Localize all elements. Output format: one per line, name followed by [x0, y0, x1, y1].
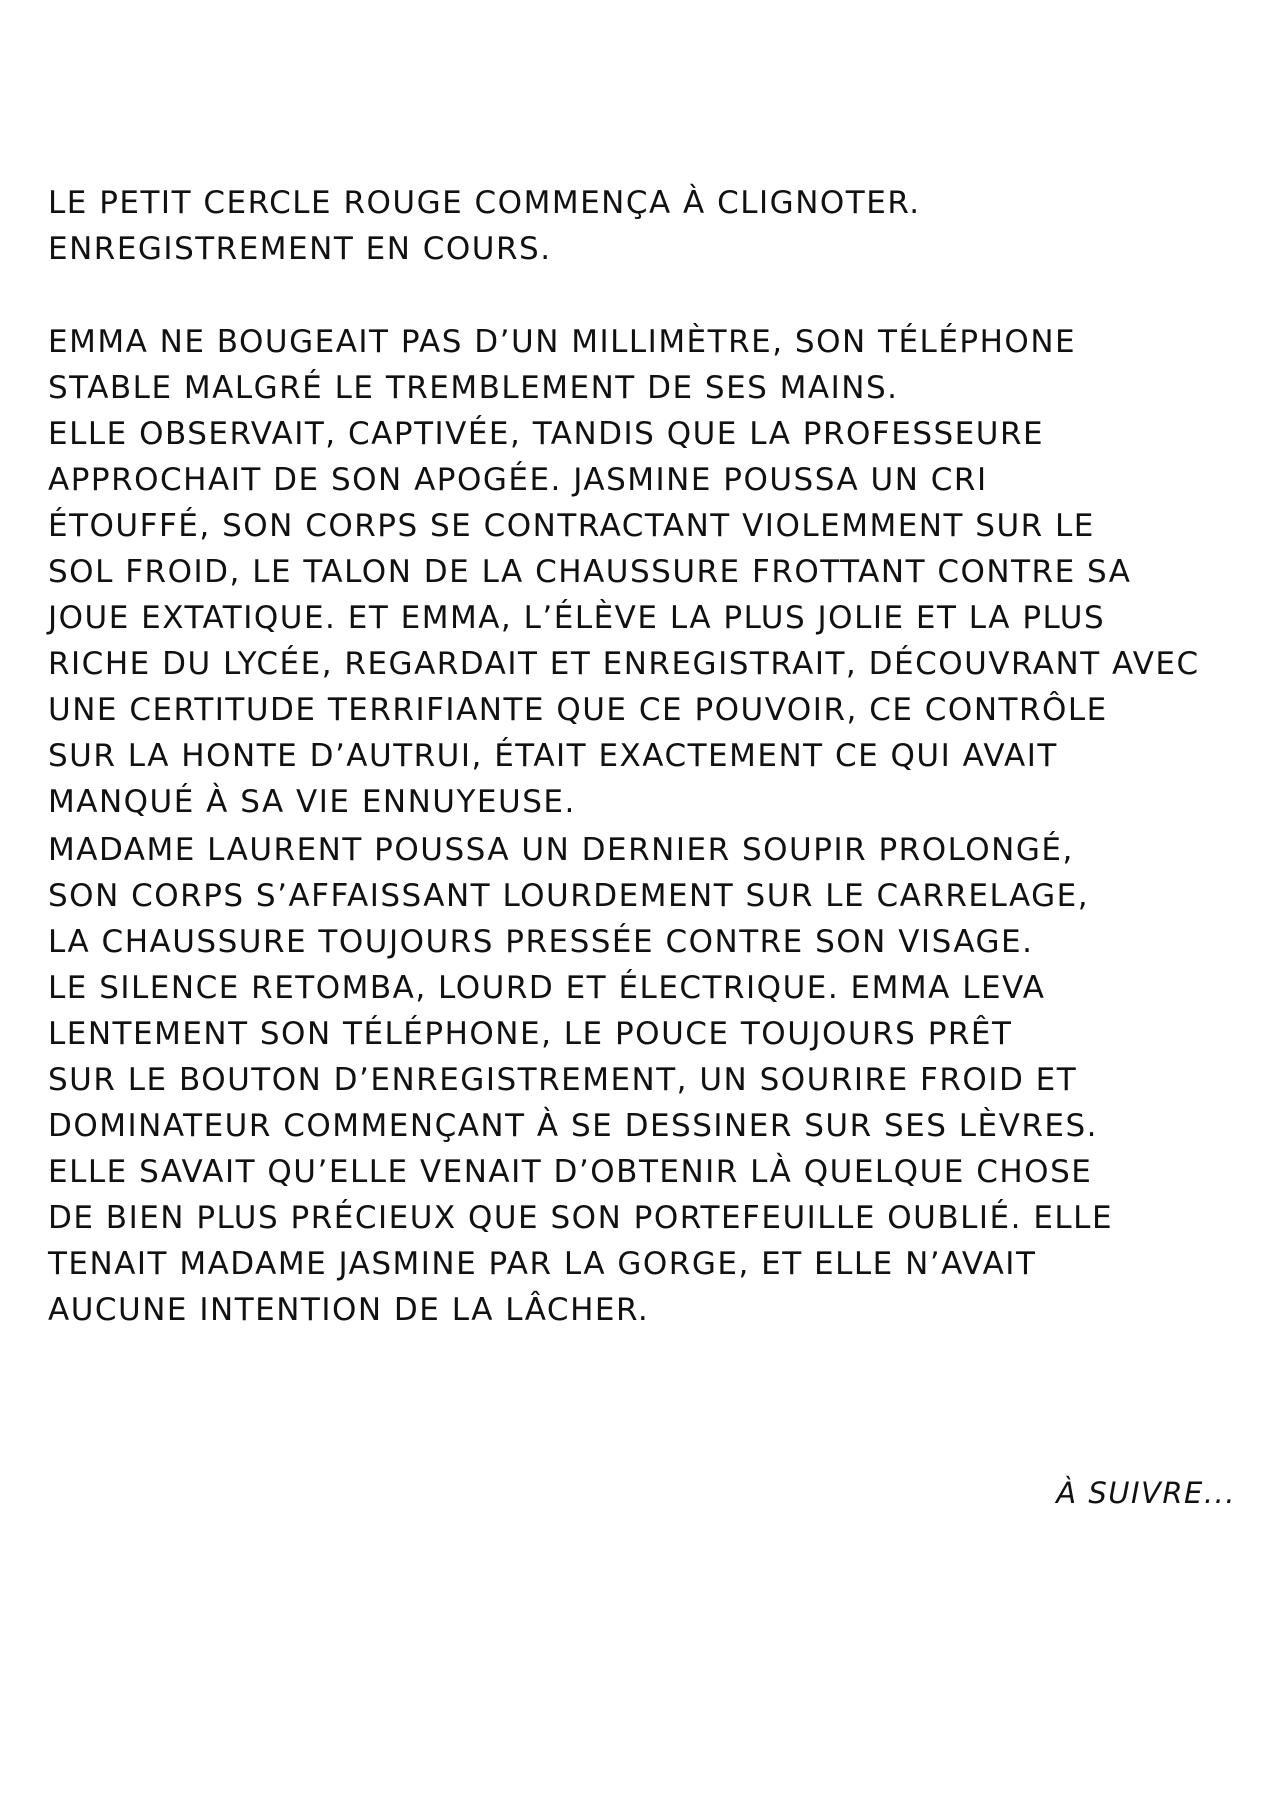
paragraph-line: MADAME LAURENT POUSSA UN DERNIER SOUPIR PROLONGÉ,: [48, 832, 1074, 868]
paragraph-line: UNE CERTITUDE TERRIFIANTE QUE CE POUVOIR, CE CONTRÔLE: [48, 692, 1108, 728]
paragraph-emma-observes: [48, 319, 1248, 825]
paragraph-line: MANQUÉ À SA VIE ENNUYEUSE.: [48, 784, 576, 820]
paragraph-recording-start: [48, 180, 1248, 272]
paragraph-line: STABLE MALGRÉ LE TREMBLEMENT DE SES MAINS.: [48, 370, 899, 406]
paragraph-line: SON CORPS S’AFFAISSANT LOURDEMENT SUR LE CARRELAGE,: [48, 878, 1090, 914]
paragraph-line: ELLE OBSERVAIT, CAPTIVÉE, TANDIS QUE LA PROFESSEURE: [48, 416, 1045, 452]
paragraph-line: RICHE DU LYCÉE, REGARDAIT ET ENREGISTRAIT, DÉCOUVRANT AVEC: [48, 646, 1200, 682]
paragraph-line: LA CHAUSSURE TOUJOURS PRESSÉE CONTRE SON VISAGE.: [48, 924, 1034, 960]
paragraph-line: ÉTOUFFÉ, SON CORPS SE CONTRACTANT VIOLEMMENT SUR LE: [48, 508, 1095, 544]
paragraph-line: ELLE SAVAIT QU’ELLE VENAIT D’OBTENIR LÀ QUELQUE CHOSE: [48, 1154, 1093, 1190]
paragraph-line: DE BIEN PLUS PRÉCIEUX QUE SON PORTEFEUILLE OUBLIÉ. ELLE: [48, 1200, 1114, 1236]
paragraph-line: LE SILENCE RETOMBA, LOURD ET ÉLECTRIQUE. EMMA LEVA: [48, 970, 1046, 1006]
paragraph-line: SOL FROID, LE TALON DE LA CHAUSSURE FROTTANT CONTRE SA: [48, 554, 1132, 590]
paragraph-line: DOMINATEUR COMMENÇANT À SE DESSINER SUR SES LÈVRES.: [48, 1108, 1098, 1144]
paragraph-line: SUR LE BOUTON D’ENREGISTREMENT, UN SOURIRE FROID ET: [48, 1062, 1078, 1098]
paragraph-line: JOUE EXTATIQUE. ET EMMA, L’ÉLÈVE LA PLUS JOLIE ET LA PLUS: [48, 600, 1106, 636]
paragraph-aftermath: [48, 827, 1248, 1333]
paragraph-line: APPROCHAIT DE SON APOGÉE. JASMINE POUSSA UN CRI: [48, 462, 988, 498]
paragraph-line: TENAIT MADAME JASMINE PAR LA GORGE, ET ELLE N’AVAIT: [48, 1246, 1037, 1282]
paragraph-line: SUR LA HONTE D’AUTRUI, ÉTAIT EXACTEMENT CE QUI AVAIT: [48, 738, 1058, 774]
paragraph-line: LENTEMENT SON TÉLÉPHONE, LE POUCE TOUJOURS PRÊT: [48, 1016, 1013, 1052]
paragraph-line: EMMA NE BOUGEAIT PAS D’UN MILLIMÈTRE, SON TÉLÉPHONE: [48, 324, 1077, 360]
paragraph-line: ENREGISTREMENT EN COURS.: [48, 231, 552, 267]
paragraph-line: LE PETIT CERCLE ROUGE COMMENÇA À CLIGNOTER.: [48, 185, 921, 221]
paragraph-line: AUCUNE INTENTION DE LA LÂCHER.: [48, 1292, 650, 1328]
to-be-continued: À SUIVRE...: [1056, 1476, 1236, 1510]
